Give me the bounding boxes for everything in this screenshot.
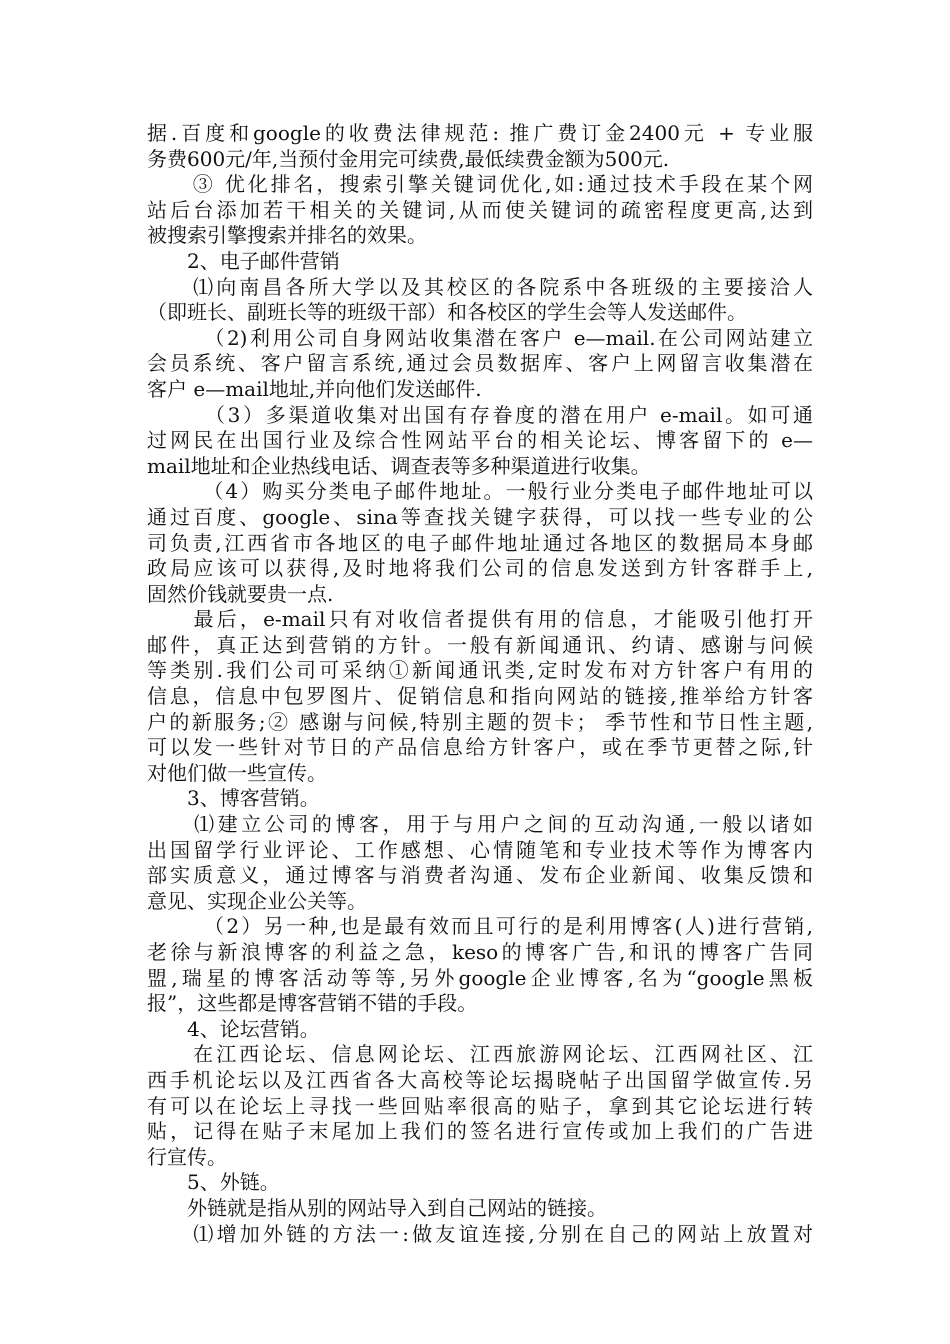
text-line: （3）多渠道收集对出国有存眷度的潜在用户 e-mail。如可通 bbox=[147, 402, 813, 427]
text-line: 可以发一些针对节日的产品信息给方针客户，或在季节更替之际,针 bbox=[147, 735, 813, 760]
text-line: 站后台添加若干相关的关键词,从而使关键词的疏密程度更高,达到 bbox=[147, 197, 813, 222]
text-line: （即班长、副班长等的班级干部）和各校区的学生会等人发送邮件。 bbox=[147, 300, 747, 325]
text-line: 报”，这些都是博客营销不错的手段。 bbox=[147, 991, 478, 1016]
text-line: 等类别.我们公司可采纳①新闻通讯类,定时发布对方针客户有用的 bbox=[147, 658, 813, 683]
text-line: 对他们做一些宣传。 bbox=[147, 760, 327, 785]
text-line: 通过百度、google、sina等查找关键字获得，可以找一些专业的公 bbox=[147, 504, 813, 529]
text-line: （2)利用公司自身网站收集潜在客户 e—mail.在公司网站建立 bbox=[147, 325, 813, 350]
text-line: 在江西论坛、信息网论坛、江西旅游网论坛、江西网社区、江 bbox=[147, 1042, 813, 1067]
text-line: 贴，记得在贴子末尾加上我们的签名进行宣传或加上我们的广告进 bbox=[147, 1119, 813, 1144]
text-line: ⑴建立公司的博客，用于与用户之间的互动沟通,一般以诸如 bbox=[147, 812, 813, 837]
text-line: 客户 e—mail地址,并向他们发送邮件. bbox=[147, 376, 482, 401]
text-line: 务费600元/年,当预付金用完可续费,最低续费金额为500元. bbox=[147, 146, 670, 171]
text-line: 司负责,江西省市各地区的电子邮件地址通过各地区的数据局本身邮 bbox=[147, 530, 813, 555]
text-line: （4）购买分类电子邮件地址。一般行业分类电子邮件地址可以 bbox=[147, 479, 813, 504]
text-line: ③ 优化排名，搜索引擎关键词优化,如:通过技术手段在某个网 bbox=[147, 172, 813, 197]
text-line: mail地址和企业热线电话、调查表等多种渠道进行收集。 bbox=[147, 453, 651, 478]
section-heading: 3、博客营销。 bbox=[147, 786, 320, 811]
text-line: 信息，信息中包罗图片、促销信息和指向网站的链接,推举给方针客 bbox=[147, 684, 813, 709]
text-line: 被搜索引擎搜索并排名的效果。 bbox=[147, 223, 427, 248]
text-line: ⑴增加外链的方法一:做友谊连接,分别在自己的网站上放置对 bbox=[147, 1221, 813, 1246]
text-line: 过网民在出国行业及综合性网站平台的相关论坛、博客留下的 e— bbox=[147, 428, 813, 453]
text-line: 出国留学行业评论、工作感想、心情随笔和专业技术等作为博客内 bbox=[147, 837, 813, 862]
text-line: 邮件，真正达到营销的方针。一般有新闻通讯、约请、感谢与问候 bbox=[147, 632, 813, 657]
text-line: 外链就是指从别的网站导入到自己网站的链接。 bbox=[147, 1195, 607, 1220]
text-line: 会员系统、客户留言系统,通过会员数据库、客户上网留言收集潜在 bbox=[147, 351, 813, 376]
section-heading: 5、外链。 bbox=[147, 1170, 280, 1195]
text-line: ⑴向南昌各所大学以及其校区的各院系中各班级的主要接洽人 bbox=[147, 274, 813, 299]
text-line: 最后，e-mail只有对收信者提供有用的信息，才能吸引他打开 bbox=[147, 607, 813, 632]
section-heading: 2、电子邮件营销 bbox=[147, 248, 340, 273]
section-heading: 4、论坛营销。 bbox=[147, 1016, 320, 1041]
text-line: 固然价钱就要贵一点. bbox=[147, 581, 334, 606]
text-line: 部实质意义，通过博客与消费者沟通、发布企业新闻、收集反馈和 bbox=[147, 863, 813, 888]
text-line: 盟,瑞星的博客活动等等,另外google企业博客,名为“google黑板 bbox=[147, 965, 813, 990]
text-line: 老徐与新浪博客的利益之急，keso的博客广告,和讯的博客广告同 bbox=[147, 940, 813, 964]
text-line: 政局应该可以获得,及时地将我们公司的信息发送到方针客群手上, bbox=[147, 556, 813, 581]
text-line: 有可以在论坛上寻找一些回贴率很高的贴子，拿到其它论坛进行转 bbox=[147, 1093, 813, 1118]
text-line: 意见、实现企业公关等。 bbox=[147, 888, 367, 913]
text-line: 行宣传。 bbox=[147, 1144, 227, 1169]
text-line: 西手机论坛以及江西省各大高校等论坛揭晓帖子出国留学做宣传.另 bbox=[147, 1067, 813, 1092]
text-line: 户的新服务;② 感谢与问候,特别主题的贺卡； 季节性和节日性主题, bbox=[147, 709, 813, 734]
text-line: 据.百度和google的收费法律规范: 推广费订金2400元 + 专业服 bbox=[147, 121, 813, 145]
text-line: （2）另一种,也是最有效而且可行的是利用博客(人)进行营销, bbox=[147, 914, 813, 939]
document-body bbox=[147, 121, 813, 1247]
